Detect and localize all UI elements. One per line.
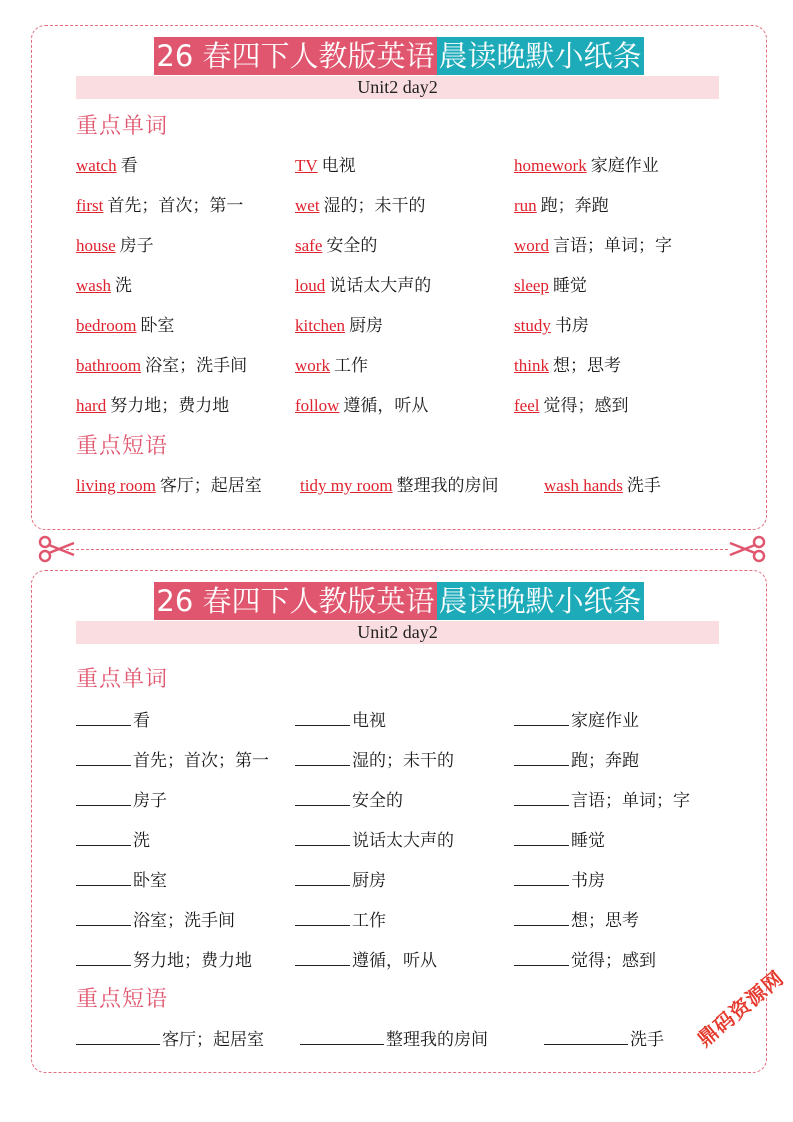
word-item	[514, 394, 628, 418]
word-zh: 洗	[133, 831, 150, 850]
word-en: bathroom	[76, 356, 142, 375]
section-words-heading: 重点单词	[76, 667, 169, 692]
word-item	[76, 907, 235, 933]
word-zh: 家庭作业	[571, 711, 639, 730]
word-zh: 看	[120, 156, 138, 175]
word-item	[76, 234, 154, 258]
word-zh: 书房	[554, 316, 589, 335]
word-zh: 卧室	[140, 316, 175, 335]
phrase-item	[544, 474, 661, 498]
word-item	[514, 907, 639, 933]
word-item	[514, 314, 589, 338]
phrase-item	[76, 1026, 264, 1052]
word-en: feel	[514, 396, 540, 415]
answer-blank[interactable]	[514, 867, 569, 886]
word-en: wash	[76, 276, 111, 295]
word-zh: 工作	[333, 356, 368, 375]
page-title	[32, 37, 766, 75]
word-item	[514, 354, 621, 378]
word-zh: 安全的	[326, 236, 378, 255]
word-zh: 睡觉	[552, 276, 587, 295]
word-item	[76, 867, 167, 893]
word-row	[76, 907, 736, 931]
section-words-heading: 重点单词	[76, 114, 169, 139]
section-phrases-heading: 重点短语	[76, 987, 169, 1012]
answer-blank[interactable]	[76, 747, 131, 766]
word-zh: 电视	[321, 156, 356, 175]
word-item	[295, 154, 356, 178]
word-zh: 书房	[571, 871, 605, 890]
word-zh: 努力地；费力地	[110, 396, 230, 415]
word-item	[295, 354, 368, 378]
word-zh: 看	[133, 711, 150, 730]
word-item	[514, 867, 605, 893]
watermark-logo: 鼎码资源网	[692, 965, 789, 1052]
word-zh: 卧室	[133, 871, 167, 890]
word-row	[76, 867, 736, 891]
word-zh: 浴室；洗手间	[133, 911, 235, 930]
word-zh: 说话太大声的	[352, 831, 454, 850]
answer-blank[interactable]	[514, 707, 569, 726]
phrase-item	[300, 474, 499, 498]
word-zh: 工作	[352, 911, 386, 930]
word-item	[295, 274, 431, 298]
word-en: word	[514, 236, 549, 255]
word-item	[295, 194, 426, 218]
phrase-en: tidy my room	[300, 476, 393, 495]
word-zh: 跑；奔跑	[571, 751, 639, 770]
word-row	[76, 354, 736, 378]
word-item	[514, 154, 659, 178]
word-zh: 首先；首次；第一	[133, 751, 269, 770]
word-zh: 遵循，听从	[352, 951, 437, 970]
title-part-1: 26 春四下人教版英语	[156, 584, 435, 618]
word-zh: 说话太大声的	[329, 276, 432, 295]
answer-blank[interactable]	[514, 747, 569, 766]
answer-blank[interactable]	[76, 947, 131, 966]
word-item	[514, 274, 587, 298]
word-en: think	[514, 356, 549, 375]
phrase-row	[76, 1026, 736, 1050]
word-en: TV	[295, 156, 318, 175]
word-zh: 遵循，听从	[343, 396, 429, 415]
answer-blank[interactable]	[76, 827, 131, 846]
phrase-item	[300, 1026, 488, 1052]
title-part-2: 晨读晚默小纸条	[438, 39, 642, 73]
section-phrases-heading: 重点短语	[76, 434, 169, 459]
word-zh: 睡觉	[571, 831, 605, 850]
word-zh: 洗	[114, 276, 132, 295]
word-row	[76, 394, 736, 418]
cut-line	[66, 549, 728, 550]
word-row	[76, 274, 736, 298]
word-row	[76, 194, 736, 218]
word-zh: 房子	[133, 791, 167, 810]
word-zh: 浴室；洗手间	[145, 356, 248, 375]
answer-blank[interactable]	[76, 787, 131, 806]
word-en: sleep	[514, 276, 549, 295]
word-zh: 想；思考	[571, 911, 639, 930]
word-item	[76, 707, 150, 733]
scissors-icon	[38, 535, 76, 563]
answer-blank[interactable]	[514, 947, 569, 966]
answer-blank[interactable]	[76, 867, 131, 886]
word-item	[76, 394, 229, 418]
word-item	[514, 747, 639, 773]
word-zh: 跑；奔跑	[540, 196, 609, 215]
word-row	[76, 827, 736, 851]
word-en: first	[76, 196, 104, 215]
phrase-en: wash hands	[544, 476, 623, 495]
word-en: loud	[295, 276, 326, 295]
word-zh: 厨房	[352, 871, 386, 890]
answer-blank[interactable]	[295, 787, 350, 806]
word-item	[76, 787, 167, 813]
word-row	[76, 154, 736, 178]
word-item	[514, 947, 656, 973]
word-item	[295, 747, 454, 773]
word-zh: 家庭作业	[590, 156, 659, 175]
phrase-zh: 整理我的房间	[386, 1030, 488, 1049]
word-item	[295, 234, 377, 258]
word-row	[76, 234, 736, 258]
phrase-en: living room	[76, 476, 156, 495]
phrase-item	[76, 474, 262, 498]
answer-blank[interactable]	[295, 867, 350, 886]
word-zh: 厨房	[349, 316, 384, 335]
word-row	[76, 947, 736, 971]
phrase-item	[544, 1026, 664, 1052]
word-item	[76, 154, 138, 178]
word-row	[76, 314, 736, 338]
scissors-icon	[728, 535, 766, 563]
word-zh: 湿的；未干的	[352, 751, 454, 770]
answer-blank[interactable]	[76, 707, 131, 726]
word-en: run	[514, 196, 537, 215]
answer-blank[interactable]	[295, 707, 350, 726]
word-en: homework	[514, 156, 587, 175]
word-zh: 湿的；未干的	[323, 196, 426, 215]
word-item	[76, 194, 243, 218]
phrase-zh: 洗手	[630, 1030, 664, 1049]
practice-card	[31, 570, 767, 1073]
word-en: watch	[76, 156, 117, 175]
word-en: hard	[76, 396, 107, 415]
word-item	[295, 827, 454, 853]
word-item	[295, 394, 428, 418]
answer-blank[interactable]	[544, 1026, 628, 1045]
word-item	[295, 947, 437, 973]
word-zh: 首先；首次；第一	[107, 196, 244, 215]
answer-card	[31, 25, 767, 530]
word-en: bedroom	[76, 316, 137, 335]
word-item	[295, 707, 386, 733]
word-item	[76, 354, 247, 378]
word-en: kitchen	[295, 316, 346, 335]
word-row	[76, 787, 736, 811]
word-row	[76, 707, 736, 731]
unit-label: Unit2 day2	[76, 621, 719, 644]
answer-blank[interactable]	[295, 747, 350, 766]
word-item	[295, 907, 386, 933]
word-item	[514, 827, 605, 853]
page-title	[32, 582, 766, 620]
phrase-zh: 客厅；起居室	[162, 1030, 264, 1049]
word-zh: 房子	[119, 236, 154, 255]
word-item	[514, 194, 609, 218]
word-item	[76, 827, 150, 853]
phrase-zh: 洗手	[626, 476, 661, 495]
answer-blank[interactable]	[76, 907, 131, 926]
phrase-zh: 整理我的房间	[396, 476, 499, 495]
answer-blank[interactable]	[514, 787, 569, 806]
phrase-row	[76, 474, 736, 498]
word-zh: 言语；单词；字	[552, 236, 672, 255]
word-item	[76, 947, 252, 973]
answer-blank[interactable]	[300, 1026, 384, 1045]
word-item	[295, 867, 386, 893]
word-item	[295, 314, 383, 338]
word-zh: 想；思考	[552, 356, 621, 375]
word-zh: 觉得；感到	[543, 396, 629, 415]
unit-label: Unit2 day2	[76, 76, 719, 99]
word-zh: 觉得；感到	[571, 951, 656, 970]
word-item	[76, 747, 269, 773]
word-zh: 言语；单词；字	[571, 791, 690, 810]
word-item	[514, 787, 690, 813]
answer-blank[interactable]	[514, 827, 569, 846]
word-row	[76, 747, 736, 771]
word-item	[514, 234, 672, 258]
title-part-1: 26 春四下人教版英语	[156, 39, 435, 73]
word-en: follow	[295, 396, 340, 415]
word-zh: 电视	[352, 711, 386, 730]
word-item	[295, 787, 403, 813]
word-item	[514, 707, 639, 733]
word-en: wet	[295, 196, 320, 215]
title-part-2: 晨读晚默小纸条	[438, 584, 642, 618]
word-en: house	[76, 236, 116, 255]
word-zh: 努力地；费力地	[133, 951, 252, 970]
answer-blank[interactable]	[295, 907, 350, 926]
word-en: work	[295, 356, 330, 375]
word-item	[76, 314, 174, 338]
answer-blank[interactable]	[295, 947, 350, 966]
word-zh: 安全的	[352, 791, 403, 810]
phrase-zh: 客厅；起居室	[159, 476, 262, 495]
answer-blank[interactable]	[295, 827, 350, 846]
answer-blank[interactable]	[76, 1026, 160, 1045]
word-en: study	[514, 316, 551, 335]
answer-blank[interactable]	[514, 907, 569, 926]
word-item	[76, 274, 132, 298]
word-en: safe	[295, 236, 323, 255]
